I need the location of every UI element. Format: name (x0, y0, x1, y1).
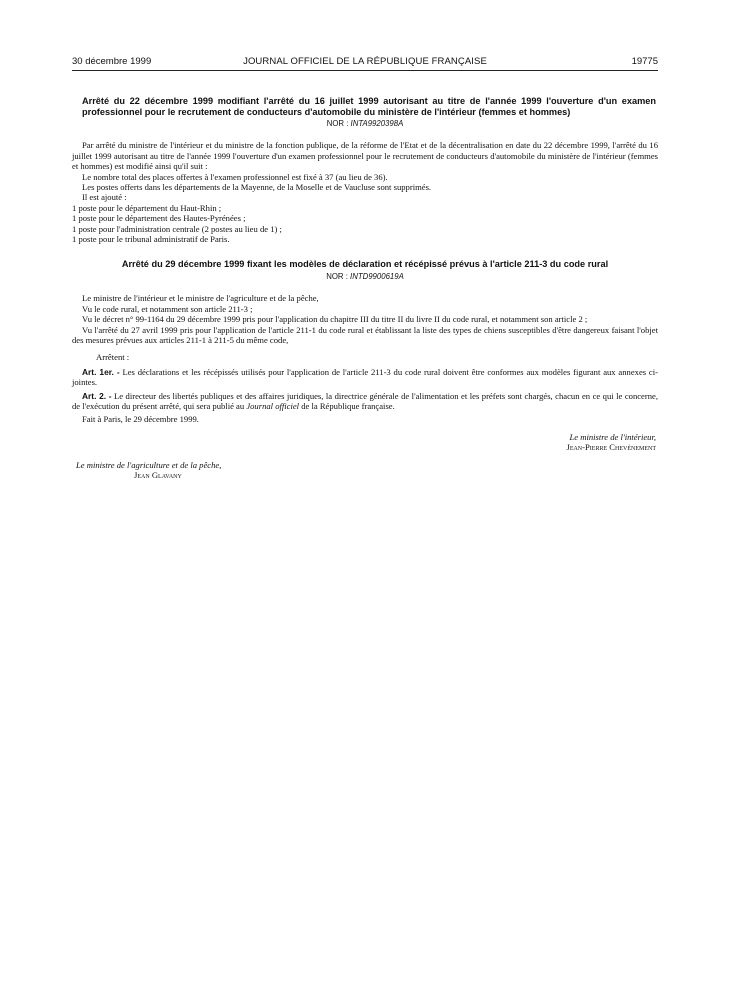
decree-1-title: Arrêté du 22 décembre 1999 modifiant l'arrêté du 16 juillet 1999 autorisant au titre de l'année 1999 l'ouverture d'un examen professionnel pour le recrutement de conducteurs d'automobile du ministère de l'intérieur (femmes et hommes) (82, 96, 656, 117)
paragraph: Les postes offerts dans les départements de la Mayenne, de la Moselle et de Vaucluse sont supprimés. (82, 182, 432, 193)
done-at: Fait à Paris, le 29 décembre 1999. (82, 414, 199, 425)
nor-code: INTD9900619A (350, 271, 404, 281)
decree-2 (72, 259, 658, 480)
list-item: 1 poste pour l'administration centrale (2 postes au lieu de 1) ; (72, 223, 282, 234)
paragraph: Il est ajouté : (82, 192, 127, 203)
decree-1-nor: NOR : INTA9920398A (326, 119, 404, 128)
paragraph: Le ministre de l'intérieur et le ministre de l'agriculture et de la pêche, (82, 293, 319, 304)
posts-list (72, 203, 658, 245)
signature-interior (72, 432, 656, 453)
decree-2-nor: NOR : INTD9900619A (326, 271, 404, 281)
signatory-name: Jean-Pierre Chevènement (566, 442, 656, 453)
article-1: Art. 1er. - Les déclarations et les récépissés utilisés pour l'application de l'article 211-3 du code rural doivent être conformes aux modèles figurant aux annexes ci-jointes. (72, 366, 658, 388)
list-item: 1 poste pour le tribunal administratif de Paris. (72, 234, 230, 245)
page-body (72, 96, 658, 480)
signatory-title: Le ministre de l'intérieur, (569, 431, 656, 442)
signatory-title: Le ministre de l'agriculture et de la pêche, (76, 459, 222, 470)
journal-title: JOURNAL OFFICIEL DE LA RÉPUBLIQUE FRANÇAISE (243, 56, 487, 67)
signatory-name: Jean Glavany (134, 470, 182, 481)
page-header (72, 56, 658, 71)
paragraph: Vu l'arrêté du 27 avril 1999 pris pour l'application de l'article 211-1 du code rural et établissant la liste des types de chiens susceptibles d'être dangereux faisant l'objet des mesures prévues aux articles 211-1 à 211-5 du même code, (72, 324, 658, 345)
header-date: 30 décembre 1999 (72, 56, 152, 67)
signature-agriculture (76, 460, 658, 481)
paragraph: Vu le décret n° 99-1164 du 29 décembre 1999 pris pour l'application du chapitre III du titre II du livre II du code rural, et notamment son article 2 ; (82, 314, 588, 325)
list-item: 1 poste pour le département du Haut-Rhin ; (72, 202, 222, 213)
article-2: Art. 2. - Le directeur des libertés publiques et des affaires juridiques, la directrice générale de l'alimentation et les préfets sont chargés, chacun en ce qui le concerne, de l'exécution du présent arrêté, qui sera publié au Journal officiel de la République française. (72, 390, 658, 412)
list-item: 1 poste pour le département des Hautes-Pyrénées ; (72, 213, 246, 224)
decree-1 (72, 96, 658, 244)
decree-1-intro: Par arrêté du ministre de l'intérieur et du ministre de la fonction publique, de la réforme de l'Etat et de la décentralisation en date du 22 décembre 1999, l'arrêté du 16 juillet 1999 autorisant au titre de l'année 1999 l'ouverture d'un examen professionnel pour le recrutement de conducteurs d'automobile du ministère de l'intérieur (femmes et hommes) est modifié ainsi qu'il suit : (72, 140, 658, 172)
page-number: 19775 (631, 56, 658, 67)
paragraph: Le nombre total des places offertes à l'examen professionnel est fixé à 37 (au lieu de 36). (82, 171, 388, 182)
nor-code: INTA9920398A (350, 119, 404, 128)
paragraph: Vu le code rural, et notamment son article 211-3 ; (82, 303, 253, 314)
arretent: Arrêtent : (96, 352, 130, 363)
decree-2-title: Arrêté du 29 décembre 1999 fixant les modèles de déclaration et récépissé prévus à l'article 211-3 du code rural (121, 259, 609, 270)
